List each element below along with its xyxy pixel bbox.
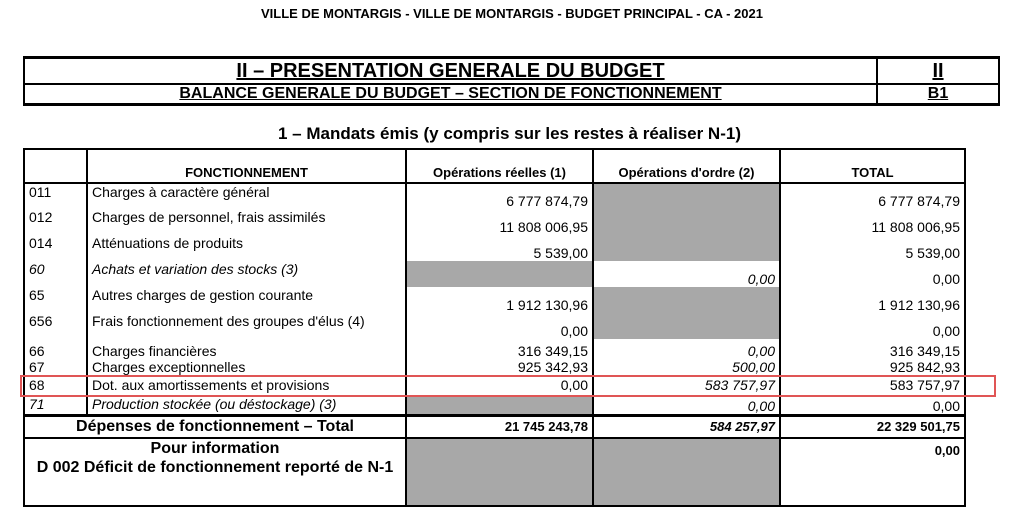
row-label: Frais fonctionnement des groupes d'élus (4) [87, 313, 406, 339]
table-row [24, 396, 965, 415]
row-code: 68 [24, 377, 87, 396]
row-label: Achats et variation des stocks (3) [87, 261, 406, 287]
row-reelles: 0,00 [406, 313, 593, 339]
budget-table [23, 148, 966, 507]
row-ordre: 0,00 [593, 396, 780, 415]
header-code [24, 149, 87, 183]
row-code: 71 [24, 396, 87, 415]
info-total: 0,00 [780, 438, 965, 506]
row-code: 656 [24, 313, 87, 339]
row-total: 925 842,93 [889, 359, 960, 375]
row-ordre: 0,00 [747, 343, 775, 359]
section-title: 1 – Mandats émis (y compris sur les restes à réaliser N-1) [277, 124, 741, 143]
row-reelles [406, 396, 593, 415]
row-ordre: 0,00 [593, 261, 780, 287]
table-row [24, 235, 965, 261]
info-ordre [593, 438, 780, 506]
table-row [24, 339, 965, 377]
row-reelles: 5 539,00 [406, 235, 593, 261]
title-box [23, 56, 1000, 106]
row-total: 0,00 [780, 261, 965, 287]
table-row [24, 261, 965, 287]
row-reelles: 316 349,15 [517, 343, 588, 359]
info-line1: Pour information [150, 439, 280, 457]
row-label: Production stockée (ou déstockage) (3) [87, 396, 406, 415]
table-row [24, 287, 965, 313]
main-title-code: II [876, 59, 998, 83]
row-ordre: 500,00 [732, 359, 775, 375]
sub-title: BALANCE GENERALE DU BUDGET – SECTION DE FONCTIONNEMENT [179, 85, 722, 102]
header-reelles: Opérations réelles (1) [406, 149, 593, 183]
row-label: Charges à caractère général [87, 183, 406, 209]
row-label: Charges de personnel, frais assimilés [87, 209, 406, 235]
row-ordre [593, 235, 780, 261]
table-row-highlighted [24, 377, 965, 396]
row-code: 65 [24, 287, 87, 313]
sub-title-code: B1 [876, 85, 998, 103]
row-code: 67 [29, 359, 45, 375]
row-label: Atténuations de produits [87, 235, 406, 261]
row-reelles: 1 912 130,96 [406, 287, 593, 313]
row-total: 316 349,15 [889, 343, 960, 359]
row-label: Charges financières [92, 343, 217, 359]
row-reelles-group [406, 339, 593, 377]
document-header: VILLE DE MONTARGIS - VILLE DE MONTARGIS - BUDGET PRINCIPAL - CA - 2021 [261, 6, 763, 21]
total-reelles: 21 745 243,78 [406, 415, 593, 438]
row-ordre [593, 313, 780, 339]
row-code: 012 [24, 209, 87, 235]
info-row [24, 438, 965, 506]
row-reelles [406, 261, 593, 287]
row-code: 014 [24, 235, 87, 261]
row-code-group [24, 339, 87, 377]
row-reelles: 0,00 [406, 377, 593, 396]
info-reelles [406, 438, 593, 506]
row-reelles: 11 808 006,95 [406, 209, 593, 235]
row-label-group [87, 339, 406, 377]
row-label: Autres charges de gestion courante [87, 287, 406, 313]
row-total: 11 808 006,95 [780, 209, 965, 235]
row-code: 60 [24, 261, 87, 287]
info-label [24, 438, 406, 506]
row-total: 0,00 [780, 396, 965, 415]
row-ordre [593, 209, 780, 235]
total-label: Dépenses de fonctionnement – Total [24, 415, 406, 438]
row-code: 011 [24, 183, 87, 209]
row-total: 5 539,00 [780, 235, 965, 261]
row-reelles: 6 777 874,79 [406, 183, 593, 209]
table-row [24, 313, 965, 339]
row-total: 6 777 874,79 [780, 183, 965, 209]
total-row [24, 415, 965, 438]
row-total-group [780, 339, 965, 377]
row-label: Dot. aux amortissements et provisions [87, 377, 406, 396]
info-line2: D 002 Déficit de fonctionnement reporté de N-1 [36, 458, 394, 476]
row-ordre [593, 183, 780, 209]
total-total: 22 329 501,75 [780, 415, 965, 438]
row-total: 1 912 130,96 [780, 287, 965, 313]
row-total: 583 757,97 [780, 377, 965, 396]
row-code: 66 [29, 343, 45, 359]
total-ordre: 584 257,97 [593, 415, 780, 438]
row-reelles: 925 342,93 [517, 359, 588, 375]
table-row [24, 209, 965, 235]
row-total: 0,00 [780, 313, 965, 339]
table-row [24, 183, 965, 209]
main-title: II – PRESENTATION GENERALE DU BUDGET [236, 60, 665, 82]
header-ordre: Opérations d'ordre (2) [593, 149, 780, 183]
header-total: TOTAL [780, 149, 965, 183]
row-ordre-group [593, 339, 780, 377]
row-ordre [593, 287, 780, 313]
row-ordre: 583 757,97 [593, 377, 780, 396]
row-label: Charges exceptionnelles [92, 359, 246, 375]
header-fonctionnement: FONCTIONNEMENT [87, 149, 406, 183]
